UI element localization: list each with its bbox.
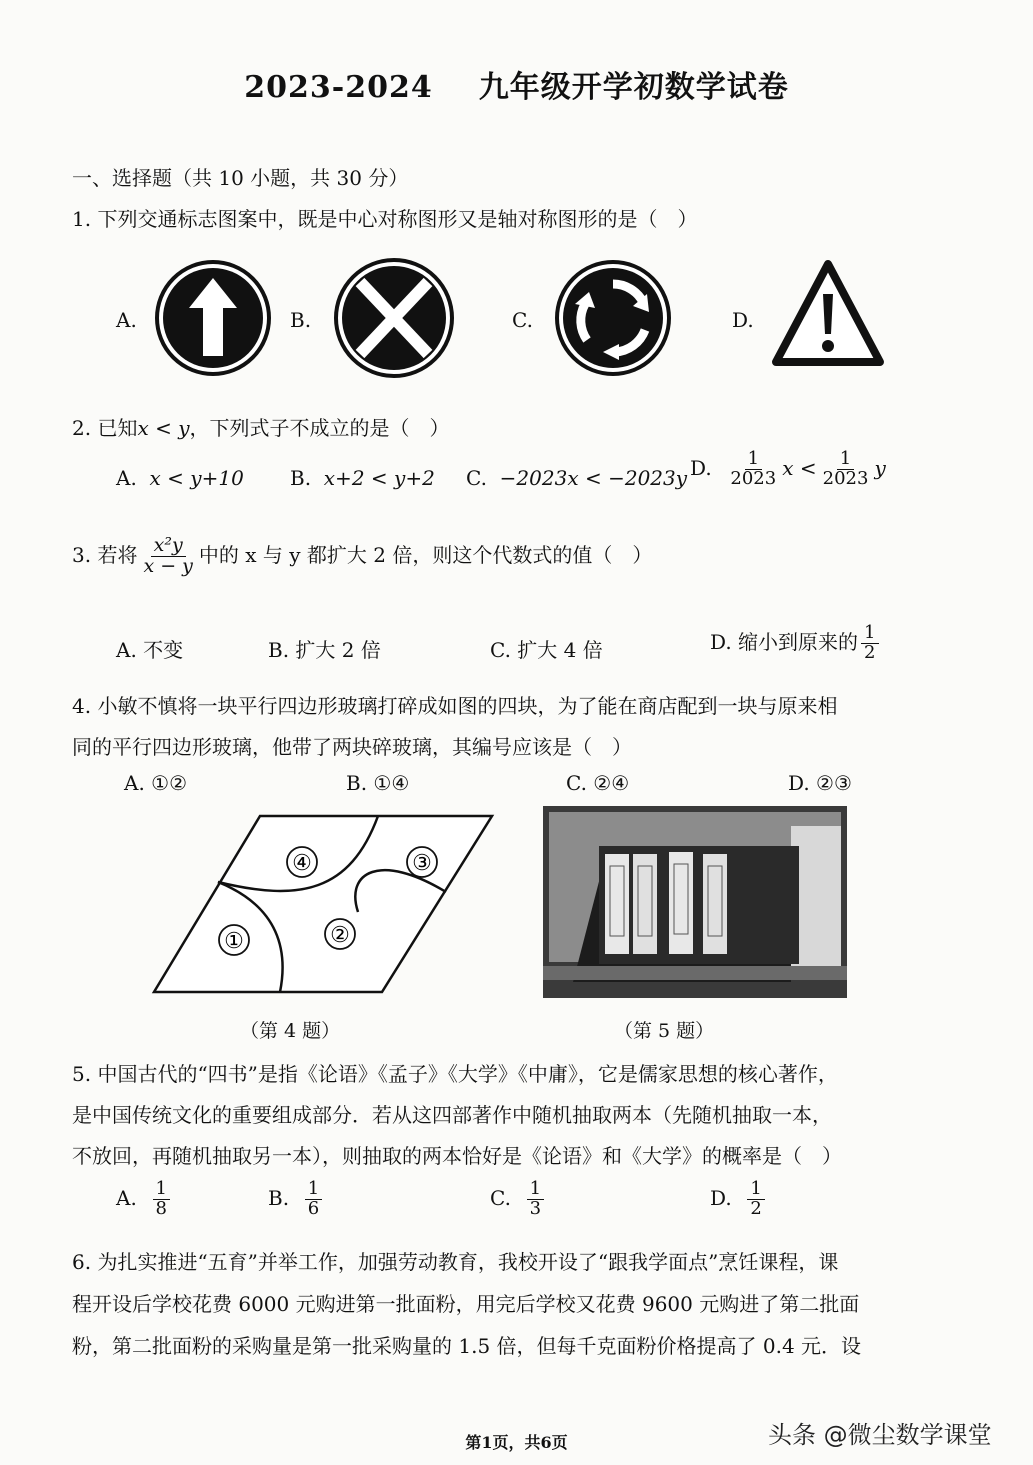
watermark: 头条 @微尘数学课堂 xyxy=(768,1421,992,1449)
q4-option-b: B. ①④ xyxy=(346,771,410,795)
q4-option-d: D. ②③ xyxy=(788,771,852,795)
q5-line-3: 不放回，再随机抽取另一本），则抽取的两本恰好是《论语》和《大学》的概率是（ ） xyxy=(72,1144,842,1168)
q4-option-a: A. ①② xyxy=(124,771,188,795)
q2-option-d: D. $\frac{1}{2023}$ x < $\frac{1}{2023}$ y xyxy=(690,448,886,489)
q5-line-2: 是中国传统文化的重要组成部分．若从这四部著作中随机抽取两本（先随机抽取一本， xyxy=(72,1103,832,1127)
cross-sign-icon xyxy=(330,258,458,378)
four-books-photo xyxy=(543,806,847,998)
q4-option-c: C. ②④ xyxy=(566,771,630,795)
q3-option-b: B. 扩大 2 倍 xyxy=(268,638,381,662)
q3-stem: 3. 若将 $\frac{\text{x²y}}{x - y}$ 中的 x 与 y 都扩大 2 倍，则这个代数式的值（ ） xyxy=(72,534,653,577)
q4-line-2: 同的平行四边形玻璃，他带了两块碎玻璃，其编号应该是（ ） xyxy=(72,735,632,759)
q1-stem: 1. 下列交通标志图案中，既是中心对称图形又是轴对称图形的是（ ） xyxy=(72,207,698,231)
roundabout-sign-icon xyxy=(553,258,673,378)
q5-line-1: 5. 中国古代的“四书”是指《论语》《孟子》《大学》《中庸》，它是儒家思想的核心著作， xyxy=(72,1062,838,1086)
piece-1-label: ① xyxy=(224,929,244,954)
piece-3-label: ③ xyxy=(412,851,432,876)
q2-option-b: B. x+2 < y+2 xyxy=(290,466,435,490)
q3-option-c: C. 扩大 4 倍 xyxy=(490,638,603,662)
exam-title: 九年级开学初数学试卷 xyxy=(478,70,789,105)
piece-2-label: ② xyxy=(330,923,350,948)
q6-line-1: 6. 为扎实推进“五育”并举工作，加强劳动教育，我校开设了“跟我学面点”烹饪课程，课 xyxy=(72,1250,839,1274)
q4-line-1: 4. 小敏不慎将一块平行四边形玻璃打碎成如图的四块，为了能在商店配到一块与原来相 xyxy=(72,694,838,718)
q2-option-a: A. x < y+10 xyxy=(116,466,244,490)
q6-line-3: 粉，第二批面粉的采购量是第一批采购量的 1.5 倍，但每千克面粉价格提高了 0.4 元．设 xyxy=(72,1334,862,1358)
q3-option-a: A. 不变 xyxy=(116,638,184,662)
exam-year: 2023-2024 xyxy=(244,70,433,105)
section-heading: 一、选择题（共 10 小题，共 30 分） xyxy=(72,166,409,190)
q3-option-d: D. 缩小到原来的 $\frac{1}{2}$ xyxy=(710,624,882,663)
q5-option-a: A. $\frac{1}{8}$ xyxy=(116,1180,173,1219)
q5-option-b: B. $\frac{1}{6}$ xyxy=(268,1180,325,1219)
warning-triangle-icon xyxy=(770,258,886,370)
q1-label-d: D. xyxy=(732,308,754,332)
q6-line-2: 程开设后学校花费 6000 元购进第一批面粉，用完后学校又花费 9600 元购进了第二批面 xyxy=(72,1292,860,1316)
page-title xyxy=(0,62,1033,106)
piece-4-label: ④ xyxy=(292,851,312,876)
q1-label-b: B. xyxy=(290,308,312,332)
q2-stem: 2. 已知x < y，下列式子不成立的是（ ） xyxy=(72,416,450,440)
q2-option-c: C. −2023x < −2023y xyxy=(466,466,688,490)
parallelogram-figure xyxy=(150,812,496,996)
arrow-up-sign-icon xyxy=(153,258,273,378)
page-footer: 第1页，共6页 xyxy=(465,1433,568,1452)
q5-caption: （第 5 题） xyxy=(614,1020,715,1042)
q4-caption: （第 4 题） xyxy=(240,1020,341,1042)
q1-label-c: C. xyxy=(512,308,533,332)
q5-option-d: D. $\frac{1}{2}$ xyxy=(710,1180,768,1219)
q1-label-a: A. xyxy=(116,308,137,332)
q5-option-c: C. $\frac{1}{3}$ xyxy=(490,1180,547,1219)
